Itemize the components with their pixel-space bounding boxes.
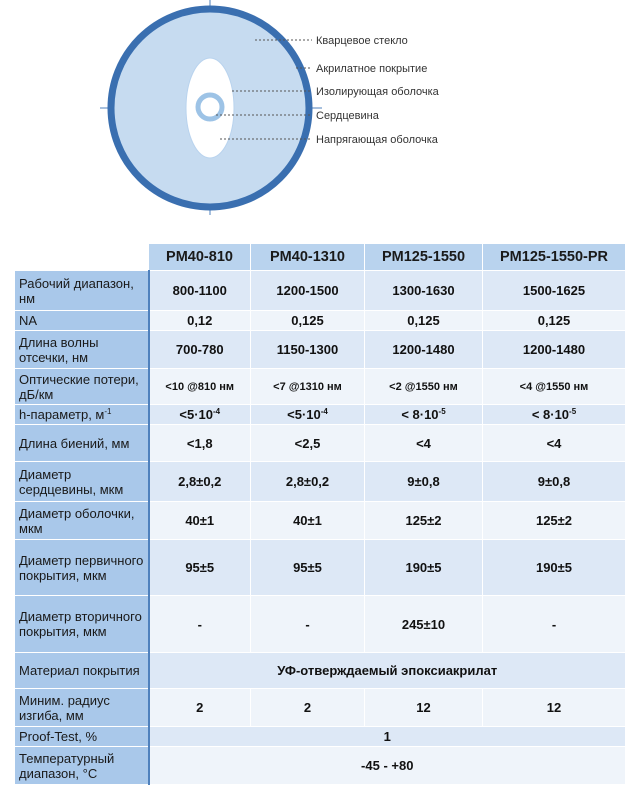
row-label: Материал покрытия [15,653,149,689]
cell-value-exp: -5 [569,407,577,416]
cell-value: 0,125 [251,311,365,331]
row-label: Длина волны отсечки, нм [15,331,149,369]
cell-value [365,405,483,425]
cell-value: 125±2 [483,502,626,540]
row-label: Оптические потери, дБ/км [15,369,149,405]
cell-value: <4 [365,425,483,462]
cell-value: 95±5 [251,540,365,596]
table-row [15,331,626,369]
header-blank-cell [15,244,149,271]
cell-value: 9±0,8 [365,462,483,502]
cell-value: 0,125 [365,311,483,331]
table-row [15,596,626,653]
core-ring [198,95,222,119]
label-acrylate-coating: Акрилатное покрытие [316,63,428,75]
cell-value: <2 @1550 нм [365,369,483,405]
row-label: Длина биений, мм [15,425,149,462]
cell-value-exp: -4 [320,407,328,416]
table-row [15,540,626,596]
row-label: Температурный диапазон, °С [15,747,149,785]
cell-value: <2,5 [251,425,365,462]
cell-value [149,405,251,425]
table-row [15,653,626,689]
cell-value: 2,8±0,2 [149,462,251,502]
cell-value-exp: -5 [438,407,446,416]
cell-value: 125±2 [365,502,483,540]
label-core: Сердцевина [316,110,379,122]
row-label: Миним. радиус изгиба, мм [15,689,149,727]
row-label: Диаметр сердцевины, мкм [15,462,149,502]
cell-value-exp: -4 [213,407,221,416]
fiber-spec-table [14,243,626,785]
cell-value: <4 @1550 нм [483,369,626,405]
label-stress-cladding: Напрягающая оболочка [316,134,438,146]
row-label: Диаметр первичного покрытия, мкм [15,540,149,596]
table-row [15,425,626,462]
table-row [15,462,626,502]
table-header-row [15,244,626,271]
label-insulating-cladding: Изолирующая оболочка [316,86,439,98]
cell-value: 1500-1625 [483,271,626,311]
cell-value [483,405,626,425]
merged-cell-value: 1 [149,727,626,747]
table-row [15,502,626,540]
cell-value: <1,8 [149,425,251,462]
cell-value: 0,12 [149,311,251,331]
cell-value: 12 [365,689,483,727]
cell-value-base: <5·10 [287,407,321,422]
table-row [15,747,626,785]
cell-value: 95±5 [149,540,251,596]
row-label-sup: -1 [104,407,112,416]
row-label: Proof-Test, % [15,727,149,747]
fiber-cross-section-diagram [0,0,635,235]
cell-value-base: < 8·10 [401,407,439,422]
cell-value: 40±1 [251,502,365,540]
cell-value: 9±0,8 [483,462,626,502]
cell-value [251,405,365,425]
cell-value: - [149,596,251,653]
table-row [15,405,626,425]
label-quartz-glass: Кварцевое стекло [316,35,408,47]
cell-value: 190±5 [365,540,483,596]
cell-value: 1200-1500 [251,271,365,311]
header-pm40-1310: PM40-1310 [251,244,365,271]
cell-value: 40±1 [149,502,251,540]
table-row [15,689,626,727]
cell-value-base: <5·10 [179,407,213,422]
cell-value: 1150-1300 [251,331,365,369]
row-label: Рабочий диапазон, нм [15,271,149,311]
cell-value: 2 [149,689,251,727]
header-pm125-1550: PM125-1550 [365,244,483,271]
header-pm125-1550-pr: PM125-1550-PR [483,244,626,271]
cell-value: 190±5 [483,540,626,596]
cell-value: 2,8±0,2 [251,462,365,502]
cell-value: 700-780 [149,331,251,369]
cell-value: <4 [483,425,626,462]
header-pm40-810: PM40-810 [149,244,251,271]
row-label [15,405,149,425]
merged-cell-value: УФ-отверждаемый эпоксиакрилат [149,653,626,689]
cell-value: 1200-1480 [483,331,626,369]
table-row [15,271,626,311]
row-label-text: h-параметр, м [19,407,105,422]
cell-value: <7 @1310 нм [251,369,365,405]
row-label: NA [15,311,149,331]
cell-value: - [483,596,626,653]
row-label: Диаметр оболочки, мкм [15,502,149,540]
table-row [15,727,626,747]
row-label: Диаметр вторичного покрытия, мкм [15,596,149,653]
cell-value: 1300-1630 [365,271,483,311]
merged-cell-value: -45 - +80 [149,747,626,785]
cell-value: <10 @810 нм [149,369,251,405]
cell-value: - [251,596,365,653]
cell-value-base: < 8·10 [531,407,570,422]
cell-value: 12 [483,689,626,727]
table-row [15,311,626,331]
cell-value: 800-1100 [149,271,251,311]
cell-value: 1200-1480 [365,331,483,369]
cell-value: 0,125 [483,311,626,331]
cell-value: 245±10 [365,596,483,653]
cell-value: 2 [251,689,365,727]
table-row [15,369,626,405]
